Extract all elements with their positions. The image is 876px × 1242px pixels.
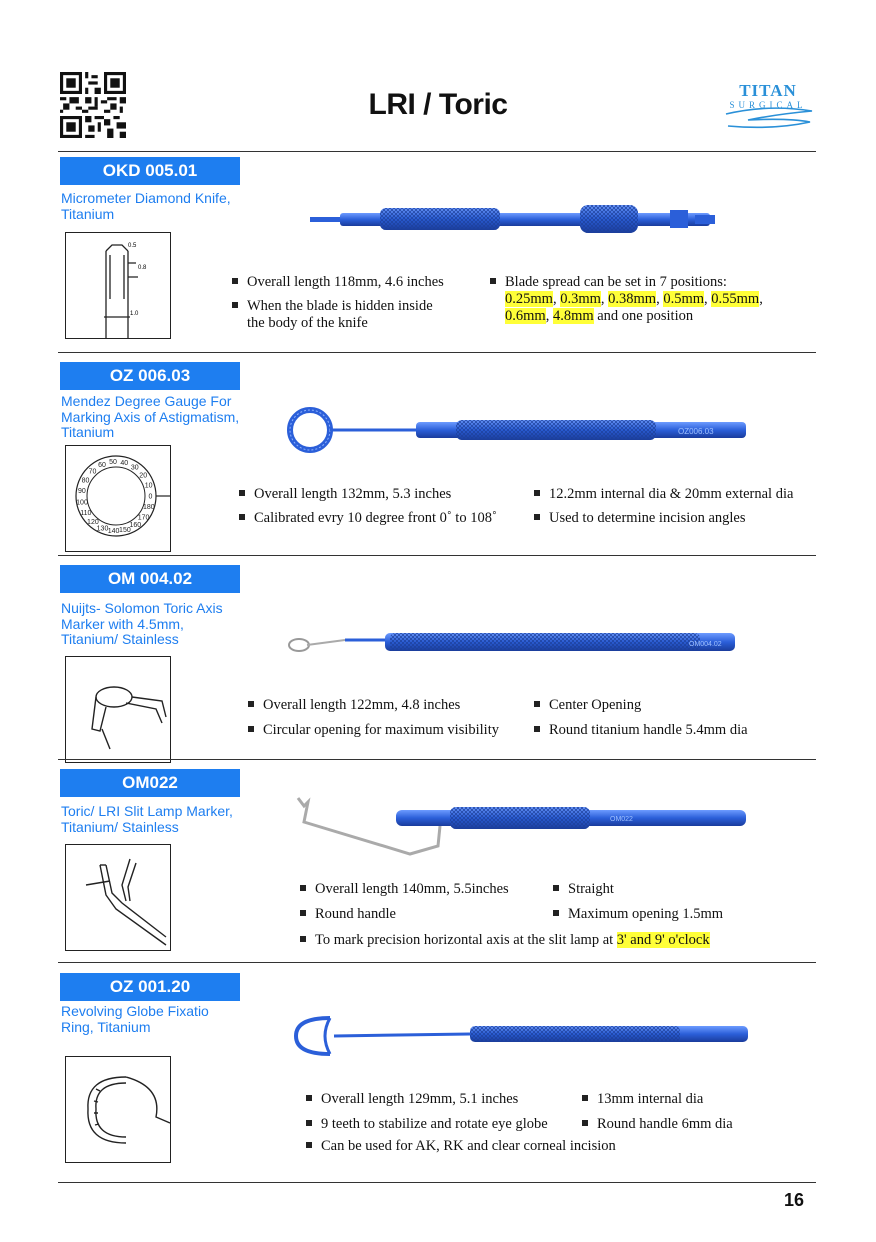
bullet: 12.2mm internal dia & 20mm external dia [534, 486, 793, 503]
bullet: Used to determine incision angles [534, 510, 746, 527]
product-code: OM022 [60, 769, 240, 797]
bullet: Straight [553, 881, 614, 898]
bullet: Round handle 6mm dia [582, 1116, 733, 1133]
bullet: Maximum opening 1.5mm [553, 906, 723, 923]
bullet: Overall length 129mm, 5.1 inches [306, 1091, 518, 1108]
marker-tip-diagram [65, 656, 171, 763]
fixation-ring-diagram [65, 1056, 171, 1163]
divider [58, 1182, 816, 1183]
bullet: Can be used for AK, RK and clear corneal incision [306, 1138, 616, 1155]
bullet: Round handle [300, 906, 396, 923]
product-name: Revolving Globe Fixatio Ring, Titanium [61, 1003, 209, 1035]
instrument-image-diamond-knife [300, 202, 720, 238]
bullet: To mark precision horizontal axis at the slit lamp at 3' and 9' o'clock [300, 932, 710, 949]
logo-top-text: TITAN [739, 81, 797, 100]
bullet: 9 teeth to stabilize and rotate eye globe [306, 1116, 548, 1133]
svg-text:OZ006.03: OZ006.03 [678, 427, 714, 436]
product-name: Mendez Degree Gauge For Marking Axis of Astigmatism, Titanium [61, 393, 240, 440]
bullet: Center Opening [534, 697, 641, 714]
divider [58, 151, 816, 152]
svg-text:OM022: OM022 [610, 816, 633, 823]
divider [58, 759, 816, 760]
bullet: Overall length 118mm, 4.6 inches [232, 274, 444, 291]
product-code: OZ 006.03 [60, 362, 240, 390]
bullet: Overall length 122mm, 4.8 inches [248, 697, 460, 714]
dial-label: 0 [148, 493, 153, 501]
svg-text:0.8: 0.8 [138, 265, 147, 271]
svg-text:1.0: 1.0 [130, 311, 139, 317]
bullet: Overall length 140mm, 5.5inches [300, 881, 509, 898]
instrument-image-degree-gauge [286, 400, 746, 460]
page-number: 16 [784, 1190, 805, 1210]
product-name: Toric/ LRI Slit Lamp Marker, Titanium/ Stainless [61, 803, 233, 835]
dial-label: 30 [130, 464, 139, 472]
titan-logo [718, 78, 818, 138]
slit-lamp-marker-diagram [65, 844, 171, 951]
logo-bottom-text: SURGICAL [729, 100, 807, 110]
bullet: Round titanium handle 5.4mm dia [534, 722, 748, 739]
instrument-image-toric-marker [285, 625, 745, 661]
divider [58, 352, 816, 353]
divider [58, 555, 816, 556]
dial-label: 50 [109, 459, 117, 467]
dial-label: 150 [119, 526, 131, 534]
product-code: OM 004.02 [60, 565, 240, 593]
tip-diagram [65, 232, 171, 339]
product-name: Micrometer Diamond Knife, Titanium [61, 190, 231, 222]
page-title: LRI / Toric [368, 88, 508, 121]
svg-text:0.5: 0.5 [128, 243, 137, 249]
bullet: Overall length 132mm, 5.3 inches [239, 486, 451, 503]
dial-label: 180 [142, 504, 155, 512]
product-code: OZ 001.20 [60, 973, 240, 1001]
bullet: Circular opening for maximum visibility [248, 722, 499, 739]
product-code: OKD 005.01 [60, 157, 240, 185]
bullet: Calibrated evry 10 degree front 0˚ to 108˚ [239, 510, 497, 527]
dial-label: 90 [78, 488, 86, 496]
dial-label: 170 [137, 514, 150, 522]
dial-diagram [65, 445, 171, 552]
dial-label: 60 [98, 462, 106, 469]
dial-label: 140 [107, 527, 120, 535]
dial-label: 40 [120, 460, 129, 467]
svg-text:OM004.02: OM004.02 [689, 641, 722, 648]
dial-label: 130 [96, 525, 109, 533]
dial-label: 80 [81, 477, 90, 485]
dial-label: 120 [87, 519, 99, 527]
product-name: Nuijts- Solomon Toric Axis Marker with 4.5mm, Titanium/ Stainless [61, 600, 223, 647]
bullet: When the blade is hidden inside the body of the knife [232, 298, 433, 332]
dial-label: 160 [129, 522, 142, 530]
instrument-image-slit-lamp-marker [290, 792, 750, 864]
dial-label: 10 [144, 482, 153, 490]
dial-label: 100 [76, 499, 88, 507]
dial-label: 70 [88, 468, 97, 476]
instrument-image-fixation-ring [290, 1012, 750, 1062]
bullet: Blade spread can be set in 7 positions: 0.25mm, 0.3mm, 0.38mm, 0.5mm, 0.55mm, 0.6mm, 4.8mm and one position [490, 274, 763, 325]
dial-label: 20 [139, 472, 148, 480]
bullet: 13mm internal dia [582, 1091, 703, 1108]
divider [58, 962, 816, 963]
dial-label: 110 [80, 510, 92, 518]
